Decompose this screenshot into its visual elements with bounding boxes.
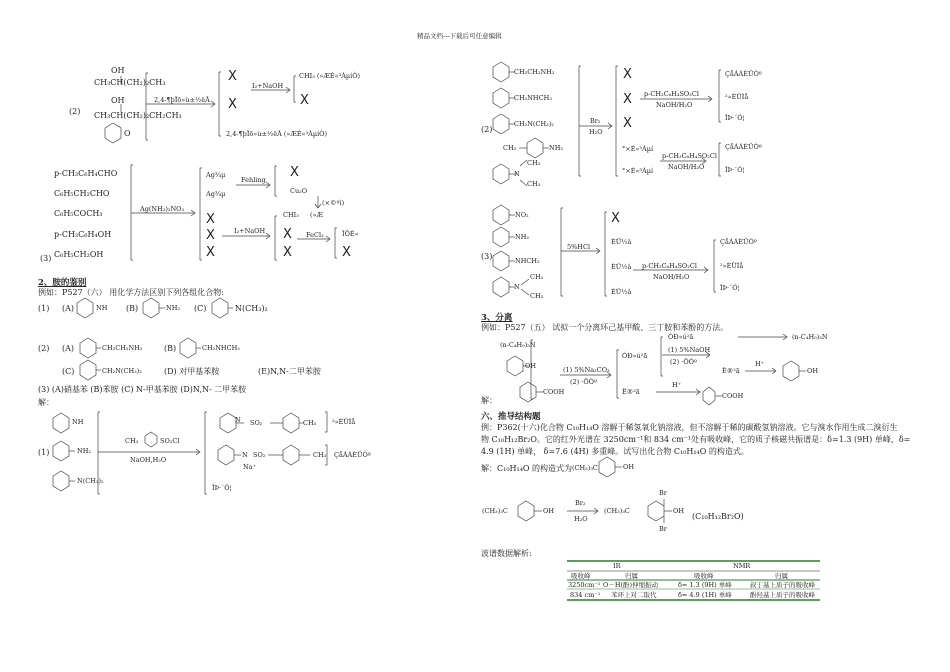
phenol-product: OH — [807, 367, 818, 375]
silver-mirror: Ag¾µ — [206, 190, 226, 198]
clear-solution-note: ÇåÁÁÈÜÒº — [334, 451, 371, 459]
compound-list-item: p-CH₃C₆H₄CHO — [54, 169, 118, 178]
label-3-left: (3) — [40, 254, 52, 263]
condition-label: NaOH/H₂O — [656, 101, 693, 109]
table-cell: 834 cm⁻¹ — [570, 591, 601, 599]
dnp-product: 2,4-¶þÏõ»ù±½ëÂ (»ÆÉ«³ÁµíÒ) — [226, 130, 328, 138]
label-2-left: (2) — [69, 107, 81, 116]
separate-label: (2) ·ÖÒº — [670, 358, 698, 366]
spectra-label: 波谱数据解析: — [481, 549, 532, 558]
h2o-label: H₂O — [574, 515, 588, 523]
label-2-right: (2) — [481, 125, 493, 134]
page-header: 精品文档---下载后可任意编辑 — [417, 32, 502, 40]
ch3-label: CH₃ — [503, 144, 517, 152]
oh-label-1: OH — [111, 66, 125, 75]
nme2-label: N(CH₃)₂ — [235, 304, 268, 313]
condition-label: NaOH,H₂O — [130, 456, 167, 464]
result-insoluble: ²»ÈÜÌå — [720, 262, 744, 270]
x-mark: X — [300, 93, 309, 108]
tscl-reagent: p-CH₃C₆H₄SO₂Cl — [642, 262, 697, 270]
acid-product: COOH — [722, 392, 744, 400]
insoluble-note: ²»ÈÜÌå — [332, 418, 356, 426]
amine-label: CH₂NHCH₃ — [514, 94, 552, 102]
fehling-reagent: Fehling — [241, 176, 266, 184]
molecule-2-hexanol: CH₃CH(CH₂)₂CH₂CH₃ — [94, 111, 182, 120]
iodoform-reagent: I₂+NaOH — [252, 82, 284, 90]
answer-label: 解： — [481, 396, 497, 405]
sulfonamide-n: N — [242, 451, 248, 459]
table-cell: 3250cm⁻¹ — [568, 581, 601, 589]
nh-label: NH — [96, 304, 108, 312]
ch3-label: CH₃ — [313, 451, 327, 459]
tbu-label: (CH₃)₃C — [604, 507, 630, 515]
item-number: (2) — [38, 344, 50, 353]
table-col-header: 吸收峰 — [694, 572, 714, 580]
nhch3-label: NHCH₃ — [515, 257, 540, 265]
white-precipitate: °×É«³Áµí — [622, 145, 654, 153]
tributylamine: (n-C₄H₉)₃N — [500, 341, 536, 349]
white-precipitate: °×É«³Áµí — [622, 167, 654, 175]
oh-label: OH — [623, 463, 634, 471]
oh-label: OH — [543, 507, 554, 515]
nme2-label: N(CH₃)₂ — [77, 477, 104, 485]
iodoform-product: CHI₃ (»ÆÉ«³ÁµíÒ) — [299, 72, 361, 80]
item-number: (1) — [38, 304, 50, 313]
phenol-oh: OH — [525, 362, 536, 370]
tollens-reagent: Ag(NH₃)₂NO₃ — [140, 205, 185, 213]
table-col-header: 归属 — [625, 572, 638, 580]
compound-list-item: C₆H₅COCH₃ — [54, 209, 103, 218]
nh2-label: NH₂ — [549, 144, 563, 152]
nh2-label: NH₂ — [166, 304, 180, 312]
ch3-label: CH₃ — [303, 419, 317, 427]
table-col-header: 归属 — [775, 572, 788, 580]
x-mark: X — [228, 97, 237, 112]
silver-mirror: Ag¾µ — [206, 171, 226, 179]
result-clear: ÇåÁÁÈÜÒº — [725, 70, 762, 78]
x-mark: X — [623, 92, 632, 107]
aqueous-layer: Ë®²ã — [622, 388, 640, 396]
h2o-label: H₂O — [589, 128, 603, 136]
tscl-reagent: p-CH₃C₆H₄SO₂Cl — [644, 90, 699, 98]
x-mark: X — [342, 245, 351, 260]
br2-reagent: Br₂ — [590, 117, 601, 125]
x-mark: X — [290, 165, 299, 180]
table-col-header: 吸收峰 — [571, 572, 591, 580]
choice-b: (B) — [164, 344, 177, 353]
ch3-label: CH₃ — [527, 159, 541, 167]
ch3-label: CH₃ — [527, 180, 541, 188]
section-title: 2、胺的鉴别 — [38, 278, 87, 288]
table-header-nmr: NMR — [733, 562, 751, 570]
separate-label: (2) ·ÖÒº — [570, 378, 598, 386]
choice-a: (A) — [62, 304, 75, 313]
x-mark: X — [228, 69, 237, 84]
compound-list-item: C₆H₅CH₂CHO — [54, 189, 110, 198]
tributylamine-product: (n-C₄H₉)₃N — [792, 333, 828, 341]
result-none: ÎÞ·´Ó¦ — [720, 284, 740, 292]
x-mark: X — [623, 67, 632, 82]
no2-label: NO₂ — [515, 211, 529, 219]
tbu-label: (CH₃)₃C — [572, 464, 598, 472]
table-cell: δ= 1.3 (9H) 单峰 — [678, 581, 732, 589]
dissolved-note: ÈÜ½â — [611, 288, 632, 296]
choice-c: (C) — [194, 304, 207, 313]
nh2-label: NH₂ — [77, 447, 91, 455]
chi3-label: CHI₃ — [283, 211, 299, 219]
result-clear: ÇåÁÁÈÜÒº — [720, 238, 757, 246]
choice-e: (E)N,N-二甲苯胺 — [258, 367, 321, 376]
aqueous-layer: Ë®²ã — [722, 367, 740, 375]
carbonyl-o: O — [124, 129, 131, 138]
dissolved-note: ÈÜ½â — [611, 238, 632, 246]
fecl3-reagent: FeCl₃ — [306, 231, 324, 239]
amine-c: CH₂N(CH₃)₂ — [102, 367, 142, 375]
cyclohexanone-ring — [105, 123, 121, 143]
n-label: N — [514, 170, 520, 178]
bromine-label: Br — [659, 525, 667, 533]
x-mark: X — [283, 245, 292, 260]
tbu-label: (CH₃)₃C — [482, 507, 508, 515]
amine-b: CH₂NHCH₃ — [202, 344, 240, 352]
ch3-label: CH₃ — [530, 273, 544, 281]
answer-label: 解： — [38, 398, 54, 407]
tscl-reagent: p-CH₃C₆H₄SO₂Cl — [662, 152, 717, 160]
example-text: 例如：P527（五） 试拟一个分离环己基甲酸、三丁胺和苯酚的方法。 — [481, 323, 729, 332]
amine-a: CH₂CH₂NH₂ — [102, 344, 143, 352]
chi3-note: (»Æ — [310, 211, 324, 219]
answer-line: 解：C₁₀H₁₄O 的构造式为 — [481, 464, 573, 473]
no-reaction-note: ÎÞ·´Ó¦ — [212, 484, 232, 492]
acid-reagent: H⁺ — [755, 360, 765, 368]
section-title: 3、分离 — [481, 313, 513, 323]
iodoform-reagent: I₂+NaOH — [234, 227, 266, 235]
hcl-reagent: 5%HCl — [567, 243, 591, 251]
dissolved-note: ÈÜ½â — [611, 263, 632, 271]
acid-reagent: H⁺ — [672, 381, 682, 389]
choice-c: (C) — [62, 367, 75, 376]
compound-list-item: p-CH₃C₆H₄OH — [54, 230, 112, 239]
fecl3-note: ÏÔÉ« — [342, 230, 359, 238]
organic-layer: ÓÐ»ú²ã — [668, 333, 694, 341]
amine-label: CH₂CH₂NH₂ — [514, 68, 555, 76]
choice-a: (A) — [62, 344, 75, 353]
table-cell: O－H(酚)伸缩振动 — [603, 581, 659, 589]
br2-reagent: Br₂ — [575, 499, 586, 507]
x-mark: X — [283, 227, 292, 242]
section-title: 六、推导结构题 — [481, 412, 541, 422]
problem-line: 例：P362(十六)化合物 C₁₀H₁₄O 溶解于稀氢氧化钠溶液，但不溶解于稀的碳酸氢钠溶液。它与溴水作用生成二溴衍生 — [481, 423, 898, 432]
table-cell: 苯环上对二取代 — [611, 591, 657, 599]
dnp-reagent: 2,4-¶þÏõ»ù±½ëÂ — [154, 96, 210, 104]
ch3-label: CH₃ — [530, 292, 544, 300]
example-text: 例如：P527（六） 用化学方法区别下列各组化合物: — [38, 288, 224, 297]
x-mark: X — [611, 211, 620, 226]
result-clear: ÇåÁÁÈÜÒº — [725, 143, 762, 151]
result-insoluble: ²»ÈÜÌå — [725, 93, 749, 101]
problem-line: 4.9 (1H) 单峰， δ=7.6 (4H) 多重峰。试写出化合物 C₁₀H₁₄O 的构造式。 — [481, 447, 749, 456]
nh-label: NH — [72, 418, 84, 426]
sulfonamide-n: N — [235, 416, 241, 424]
n-label: N — [514, 283, 520, 291]
oh-label: OH — [673, 507, 684, 515]
tscl-so2cl: SO₂Cl — [160, 437, 180, 445]
x-mark: X — [623, 116, 632, 131]
cu2o-note: (×©ºì) — [322, 199, 345, 207]
table-cell: 叔丁基上质子的吸收峰 — [750, 581, 815, 589]
item-3-row: (3) (A)硝基苯 (B)苯胺 (C) N-甲基苯胺 (D)N,N- 二甲苯胺 — [38, 385, 247, 394]
problem-line: 物 C₁₀H₁₂Br₂O。它的红外光谱在 3250cm⁻¹和 834 cm⁻¹处有吸收峰，它的质子核磁共振谱是：δ=1.3 (9H) 单峰，δ= — [481, 435, 911, 444]
cooh-label: COOH — [543, 388, 565, 396]
bromine-label: Br — [659, 489, 667, 497]
condition-label: NaOH/H₂O — [653, 273, 690, 281]
item-number: (1) — [38, 448, 50, 457]
result-none: ÎÞ·´Ó¦ — [725, 114, 745, 122]
oh-label-2: OH — [111, 96, 125, 105]
naoh-reagent: (1) 5%NaOH — [668, 346, 711, 354]
x-mark: X — [206, 245, 215, 260]
choice-d: (D) 对甲基苯胺 — [164, 367, 220, 376]
na2co3-reagent: (1) 5%Na₂CO₃ — [563, 366, 610, 374]
label-3-right: (3) — [481, 252, 493, 261]
nh2-label: NH₂ — [515, 233, 529, 241]
x-mark: X — [206, 212, 215, 227]
x-mark: X — [206, 228, 215, 243]
table-cell: δ= 4.9 (1H) 单峰 — [678, 591, 732, 599]
table-cell: 酚羟基上质子的吸收峰 — [750, 591, 815, 599]
molecule-2-pentanol: CH₃CH(CH₂)₂CH₃ — [94, 78, 166, 87]
tscl-ch3: CH₃ — [125, 437, 139, 445]
choice-b: (B) — [126, 304, 139, 313]
formula-label: (C₁₀H₁₂Br₂O) — [692, 512, 744, 521]
organic-layer: ÓÐ»ú²ã — [622, 352, 648, 360]
so2-label: SO₂ — [253, 451, 266, 459]
amine-label: CH₂N(CH₃)₂ — [514, 120, 554, 128]
result-none: ÎÞ·´Ó¦ — [725, 166, 745, 174]
compound-list-item: C₆H₅CH₂OH — [54, 250, 104, 259]
sodium-ion: Na⁺ — [243, 463, 256, 471]
so2-label: SO₂ — [250, 419, 263, 427]
table-header-ir: IR — [613, 562, 621, 570]
cu2o-label: Cu₂O — [290, 187, 308, 195]
condition-label: NaOH/H₂O — [668, 163, 705, 171]
